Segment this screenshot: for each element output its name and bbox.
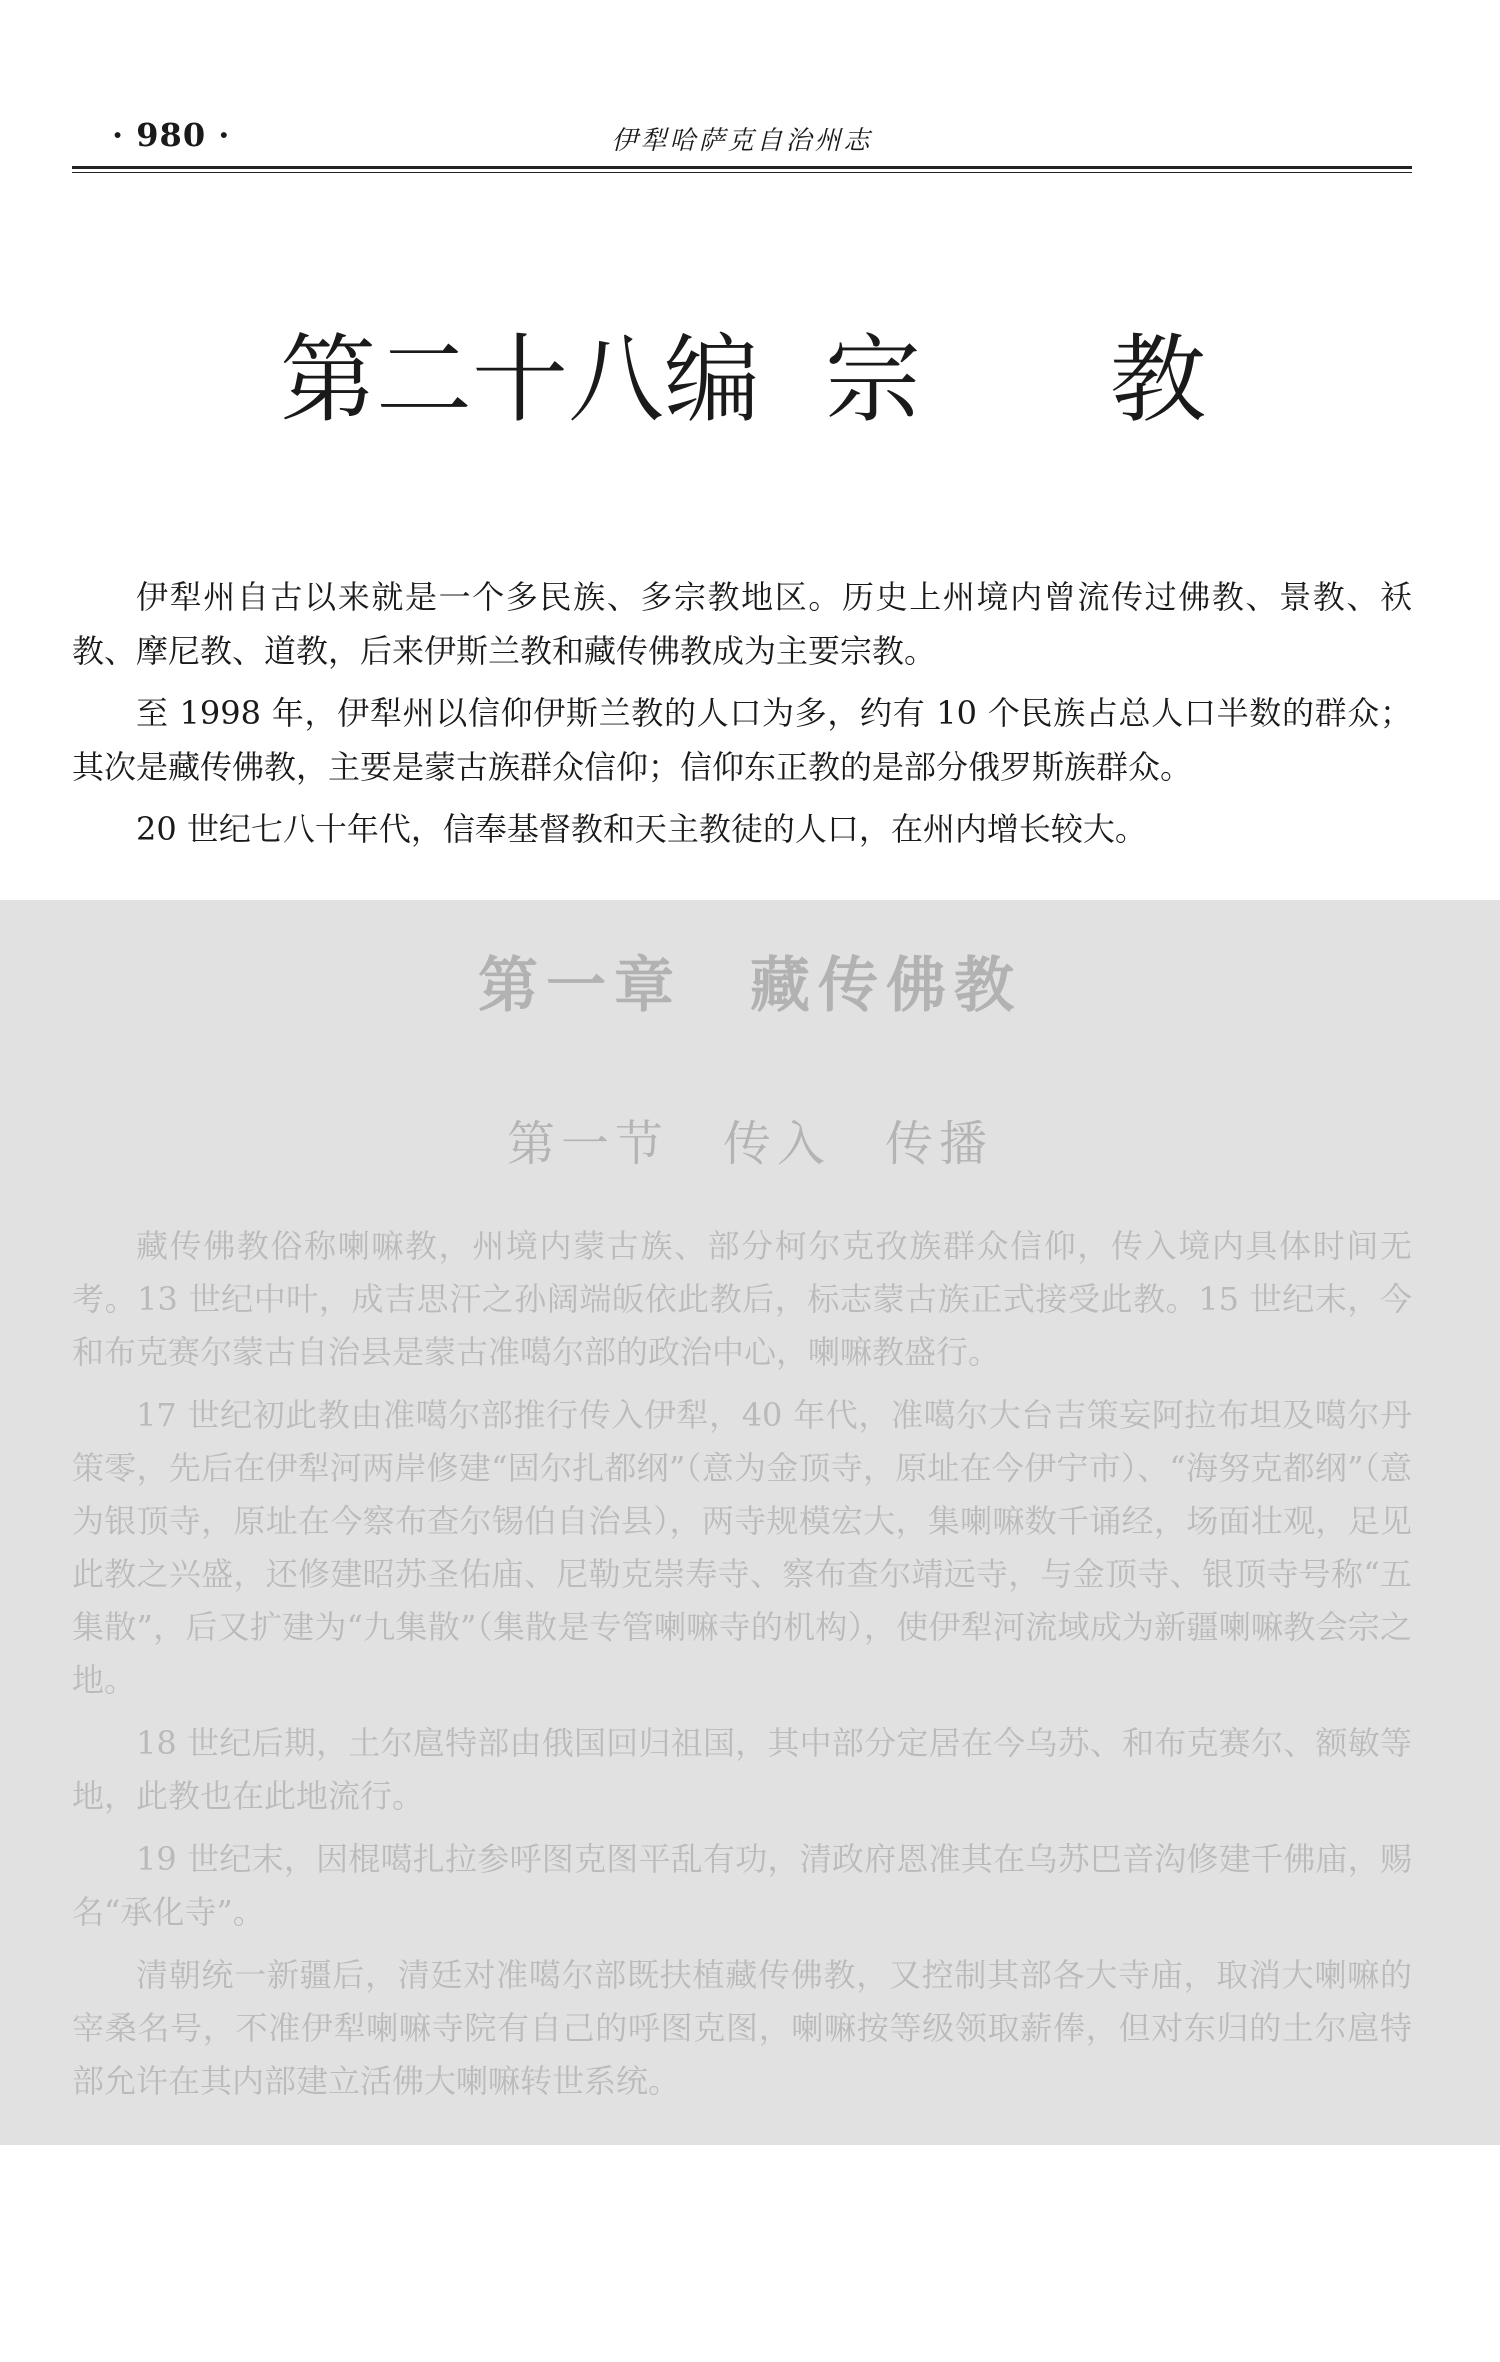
page-number: · 980 · — [112, 116, 231, 154]
section-title: 第一节 传入 传播 — [506, 1116, 993, 1172]
running-title: 伊犁哈萨克自治州志 — [611, 126, 873, 156]
header-rule-thin — [72, 172, 1412, 173]
part-title-word-jiao: 教 — [1110, 324, 1206, 436]
header-rule-thick — [72, 166, 1412, 169]
chapter-body — [72, 1220, 1412, 2118]
intro-paragraph: 至 1998 年，伊犁州以信仰伊斯兰教的人口为多，约有 10 个民族占总人口半数的群众；其次是藏传佛教，主要是蒙古族群众信仰；信仰东正教的是部分俄罗斯族群众。 — [72, 694, 1412, 786]
intro-text — [72, 570, 1412, 864]
body-paragraph: 清朝统一新疆后，清廷对准噶尔部既扶植藏传佛教，又控制其部各大寺庙，取消大喇嘛的宰桑名号，不准伊犁喇嘛寺院有自己的呼图克图，喇嘛按等级领取薪俸，但对东归的土尔扈特部允许在其内部建立活佛大喇嘛转世系统。 — [72, 1956, 1412, 2100]
chapter-title: 第一章 藏传佛教 — [478, 951, 1022, 1021]
body-paragraph: 17 世纪初此教由准噶尔部推行传入伊犁，40 年代，准噶尔大台吉策妄阿拉布坦及噶尔丹策零，先后在伊犁河两岸修建“固尔扎都纲”（意为金顶寺，原址在今伊宁市）、“海努克都纲”（意为银顶寺，原址在今察布查尔锡伯自治县），两寺规模宏大，集喇嘛数千诵经，场面壮观，足见此教之兴盛，还修建昭苏圣佑庙、尼勒克崇寿寺、察布查尔靖远寺，与金顶寺、银顶寺号称“五集散”，后又扩建为“九集散”（集散是专管喇嘛寺的机构），使伊犁河流域成为新疆喇嘛教会宗之地。 — [72, 1396, 1412, 1699]
part-title — [280, 320, 1240, 440]
intro-paragraph: 20 世纪七八十年代，信奉基督教和天主教徒的人口，在州内增长较大。 — [136, 810, 1147, 848]
body-paragraph: 19 世纪末，因棍噶扎拉参呼图克图平乱有功，清政府恩准其在乌苏巴音沟修建千佛庙，赐名“承化寺”。 — [72, 1840, 1412, 1931]
page-header — [72, 108, 1412, 168]
part-title-word-zong: 宗 — [825, 324, 921, 436]
chapter-panel — [0, 900, 1500, 2145]
intro-paragraph: 伊犁州自古以来就是一个多民族、多宗教地区。历史上州境内曾流传过佛教、景教、袄教、摩尼教、道教，后来伊斯兰教和藏传佛教成为主要宗教。 — [72, 578, 1412, 670]
part-title-number: 第二十八编 — [280, 324, 760, 436]
body-paragraph: 18 世纪后期，土尔扈特部由俄国回归祖国，其中部分定居在今乌苏、和布克赛尔、额敏等地，此教也在此地流行。 — [72, 1724, 1412, 1815]
body-paragraph: 藏传佛教俗称喇嘛教，州境内蒙古族、部分柯尔克孜族群众信仰，传入境内具体时间无考。13 世纪中叶，成吉思汗之孙阔端皈依此教后，标志蒙古族正式接受此教。15 世纪末，今和布克赛尔蒙古自治县是蒙古准噶尔部的政治中心，喇嘛教盛行。 — [72, 1227, 1412, 1371]
